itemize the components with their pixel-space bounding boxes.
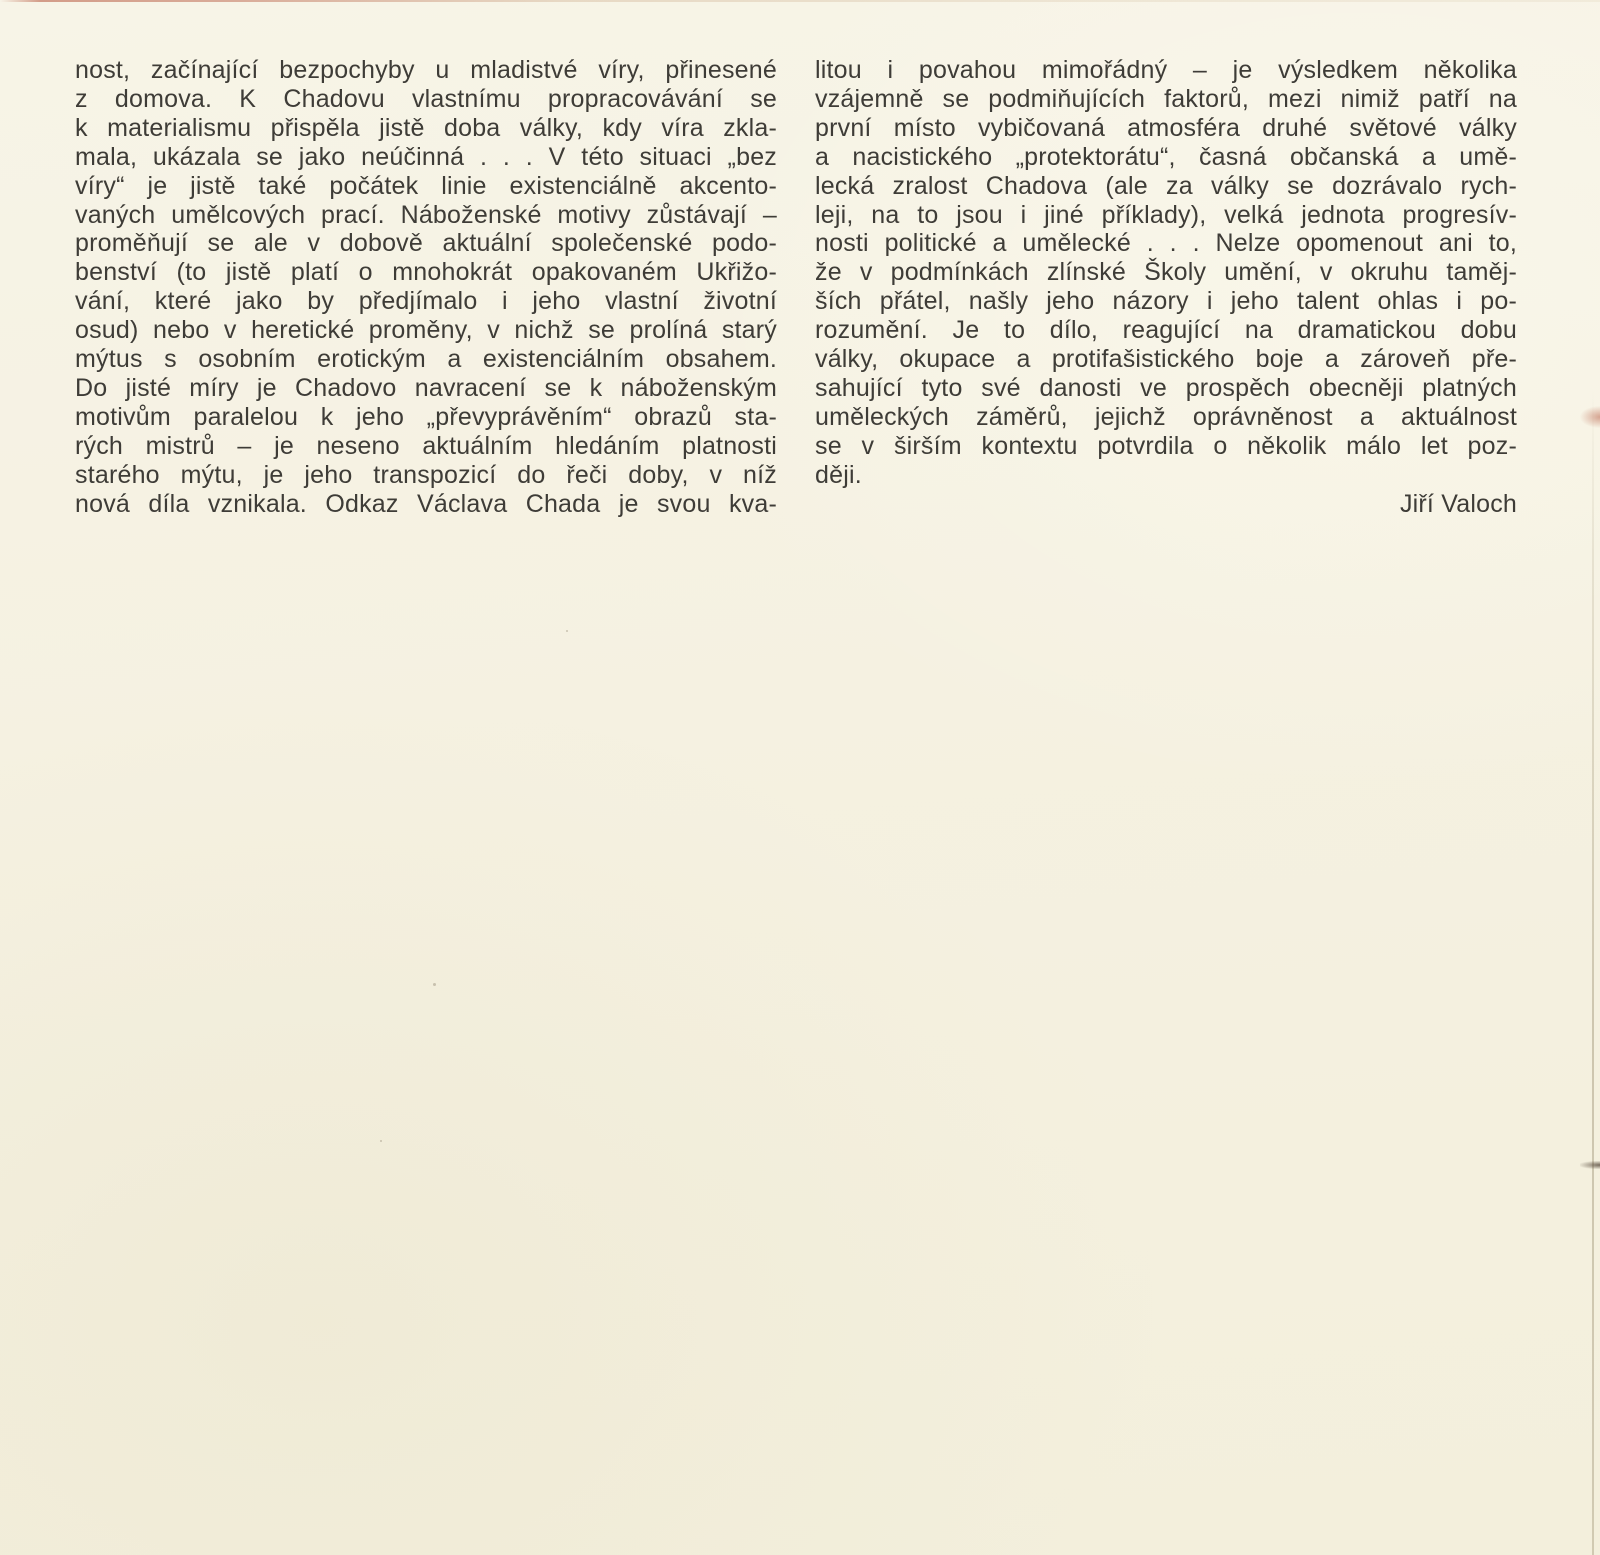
- text-line: války, okupace a protifašistického boje a zároveň pře-: [815, 345, 1517, 374]
- text-line: rých mistrů – je neseno aktuálním hledáním platnosti: [75, 431, 777, 460]
- text-line: starého mýtu, je jeho transpozicí do řeči doby, v níž: [75, 460, 777, 489]
- author-signature: Jiří Valoch: [1399, 489, 1517, 518]
- text-line: k materialismu přispěla jistě doba války, kdy víra zkla-: [75, 113, 777, 142]
- top-edge-red-line: [0, 0, 1600, 2]
- text-line: a nacistického „protektorátu“, časná občanská a umě-: [815, 142, 1517, 171]
- text-line: proměňují se ale v dobově aktuální společenské podo-: [75, 229, 777, 258]
- text-line: vaných umělcových prací. Náboženské motivy zůstávají –: [75, 200, 777, 229]
- text-line: rozumění. Je to dílo, reagující na dramatickou dobu: [815, 316, 1517, 345]
- text-line: nosti politické a umělecké . . . Nelze opomenout ani to,: [815, 229, 1517, 258]
- text-line: první místo vybičovaná atmosféra druhé světové války: [815, 113, 1517, 142]
- text-line: ději.: [815, 460, 862, 489]
- text-line: mýtus s osobním erotickým a existenciálním obsahem.: [75, 345, 777, 374]
- text-line: uměleckých záměrů, jejichž oprávněnost a aktuálnost: [815, 402, 1517, 431]
- text-line: litou i povahou mimořádný – je výsledkem několika: [815, 56, 1517, 84]
- text-line: Do jisté míry je Chadovo navracení se k náboženským: [75, 373, 777, 402]
- article-text: [75, 56, 1517, 519]
- text-line: že v podmínkách zlínské Školy umění, v okruhu taměj-: [815, 258, 1517, 287]
- paper-speck: [380, 1140, 382, 1142]
- text-line: vzájemně se podmiňujících faktorů, mezi nimiž patří na: [815, 84, 1517, 113]
- text-line: nost, začínající bezpochyby u mladistvé víry, přinesené: [75, 56, 777, 84]
- text-line: osud) nebo v heretické proměny, v nichž se prolíná starý: [75, 316, 777, 345]
- paper-speck: [566, 630, 568, 632]
- right-edge-dark-tick: [1580, 1161, 1600, 1169]
- text-line: se v širším kontextu potvrdila o několik málo let poz-: [815, 431, 1517, 460]
- text-line: nová díla vznikala. Odkaz Václava Chada je svou kva-: [75, 489, 777, 518]
- text-line: víry“ je jistě také počátek linie existenciálně akcento-: [75, 171, 777, 200]
- text-line: z domova. K Chadovu vlastnímu propracovávání se: [75, 84, 777, 113]
- paper-speck: [433, 983, 436, 986]
- text-line: motivům paralelou k jeho „převyprávěním“ obrazů sta-: [75, 402, 777, 431]
- text-line: vání, které jako by předjímalo i jeho vlastní životní: [75, 287, 777, 316]
- right-column: [815, 56, 1517, 519]
- right-edge-red-mark: [1580, 406, 1600, 428]
- text-line: ších přátel, našly jeho názory i jeho talent ohlas i po-: [815, 287, 1517, 316]
- text-line: sahující tyto své danosti ve prospěch obecněji platných: [815, 373, 1517, 402]
- left-column: [75, 56, 777, 519]
- page-edge-line: [1592, 390, 1594, 1555]
- text-line: benství (to jistě platí o mnohokrát opakovaném Ukřižo-: [75, 258, 777, 287]
- text-line: mala, ukázala se jako neúčinná . . . V této situaci „bez: [75, 142, 777, 171]
- text-line: lecká zralost Chadova (ale za války se dozrávalo rych-: [815, 171, 1517, 200]
- text-line: leji, na to jsou i jiné příklady), velká jednota progresív-: [815, 200, 1517, 229]
